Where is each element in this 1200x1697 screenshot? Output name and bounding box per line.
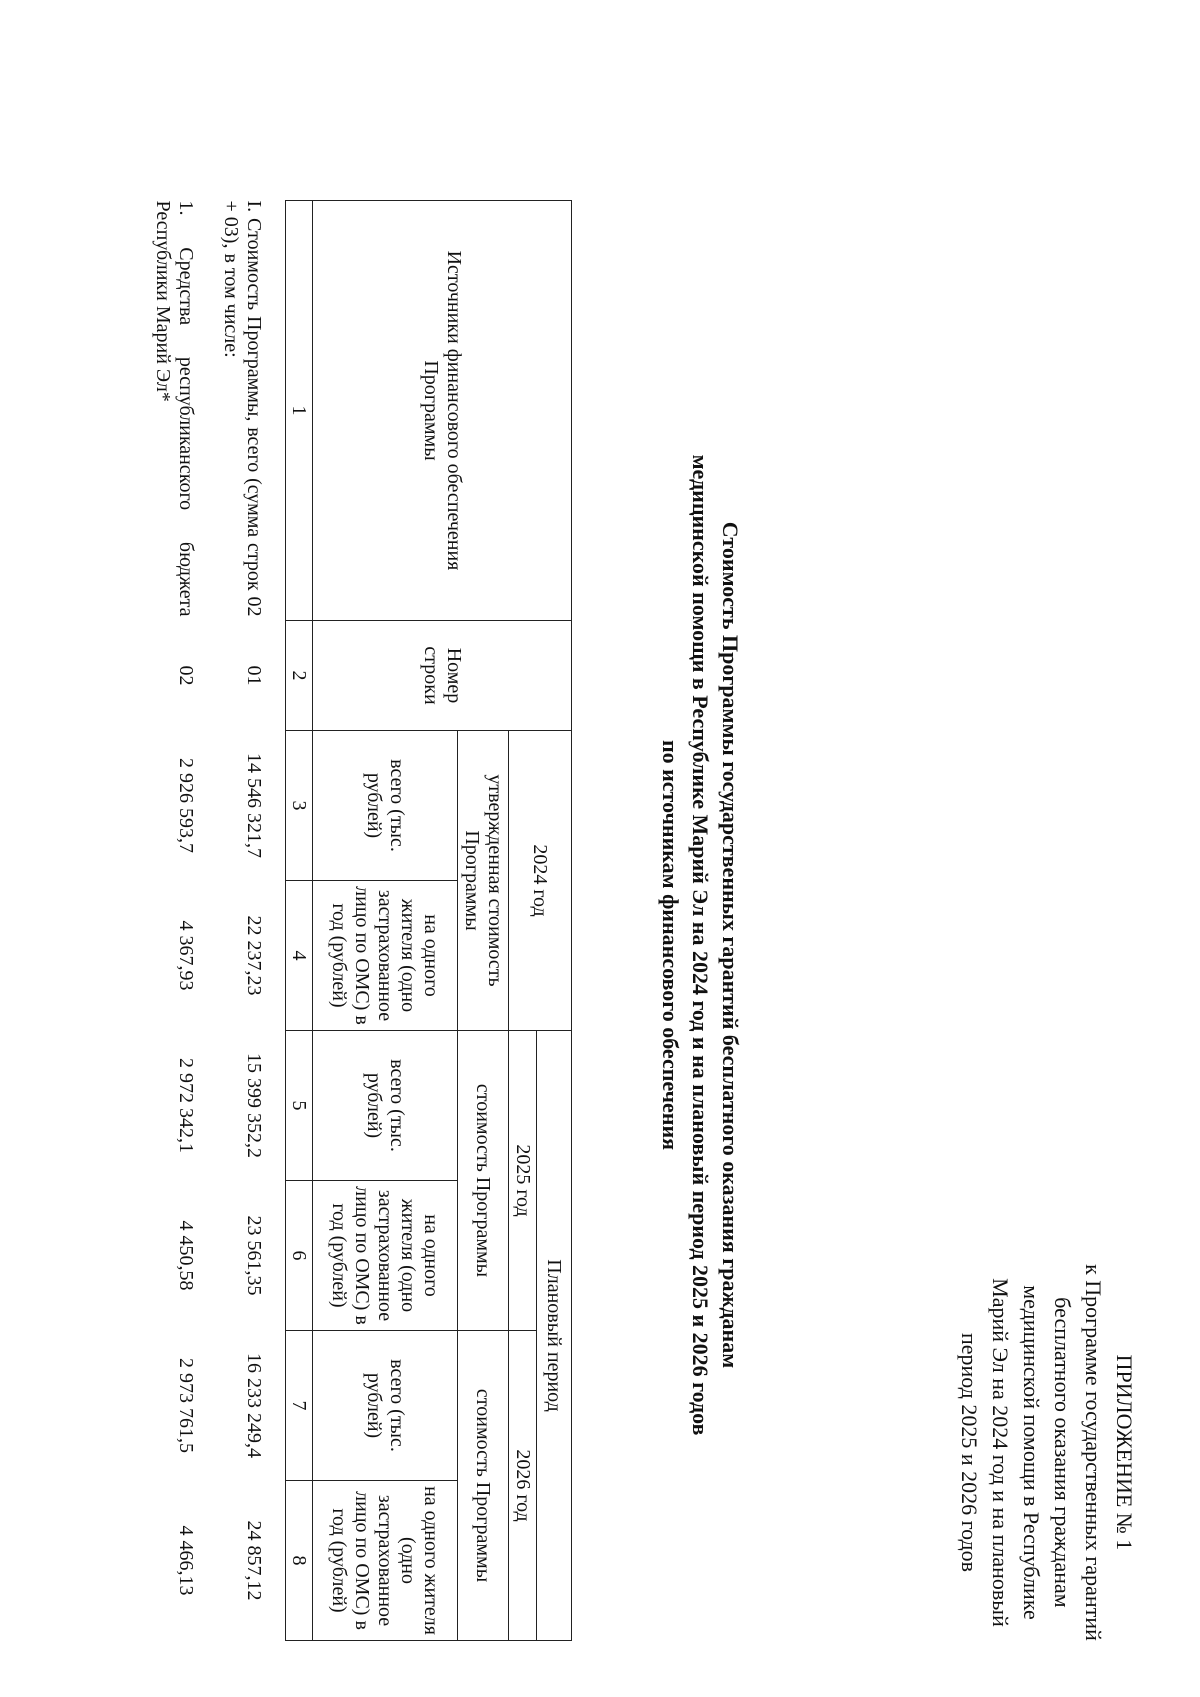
document-title: [655, 290, 745, 1600]
column-number: 2: [286, 621, 313, 731]
row-label: I. Стоимость Программы, всего (сумма строк 02 + 03), в том числе:: [220, 200, 265, 617]
row-label: 1. Средства республиканского бюджета Республики Марий Эл*: [152, 200, 197, 617]
title-line: по источникам финансового обеспечения: [658, 739, 683, 1151]
appendix-line: Марий Эл на 2024 год и на плановый: [988, 1278, 1013, 1627]
appendix-line: медицинской помощи в Республике: [1019, 1285, 1044, 1620]
cell-per-capita-2024: 22 237,23: [243, 915, 265, 996]
header-program-cost-2026: стоимость Программы: [458, 1331, 509, 1641]
appendix-line: период 2025 и 2026 годов: [957, 1332, 982, 1573]
cell-per-capita-2024: 4 367,93: [175, 920, 197, 991]
cell-total-2024: 2 926 593,7: [175, 758, 197, 853]
header-total-2024: всего (тыс. рублей): [313, 731, 458, 881]
header-per-capita-2025: на одного жителя (одно застрахованное лицо по ОМС) в год (рублей): [313, 1181, 458, 1331]
title-line: медицинской помощи в Республике Марий Эл на 2024 год и на плановый период 2025 и 2026 годов: [688, 454, 713, 1436]
table-row: [217, 201, 286, 1641]
header-per-capita-2024: на одного жителя (одно застрахованное лицо по ОМС) в год (рублей): [313, 881, 458, 1031]
column-number: 5: [286, 1031, 313, 1181]
row-code: 02: [175, 665, 197, 686]
header-total-2026: всего (тыс. рублей): [313, 1331, 458, 1481]
cell-per-capita-2026: 24 857,12: [243, 1520, 265, 1601]
table-row: [149, 201, 217, 1641]
title-line: Стоимость Программы государственных гарантий бесплатного оказания гражданам: [718, 521, 743, 1369]
column-number: 6: [286, 1181, 313, 1331]
header-per-capita-2026: на одного жителя (одно застрахованное лицо по ОМС) в год (рублей): [313, 1481, 458, 1641]
header-total-2025: всего (тыс. рублей): [313, 1031, 458, 1181]
column-number: 3: [286, 731, 313, 881]
header-planned-period: Плановый период: [537, 1031, 572, 1641]
column-number: 8: [286, 1481, 313, 1641]
header-source: Источники финансового обеспечения Программы: [313, 201, 572, 621]
appendix-line: бесплатного оказания гражданам: [1050, 1297, 1075, 1608]
column-number: 4: [286, 881, 313, 1031]
appendix-title: ПРИЛОЖЕНИЕ № 1: [1112, 1354, 1137, 1551]
header-program-cost-2025: стоимость Программы: [458, 1031, 509, 1331]
row-code: 01: [243, 665, 265, 686]
cell-total-2026: 16 233 249,4: [243, 1353, 265, 1458]
header-year-2024: 2024 год: [509, 731, 572, 1031]
header-approved-cost: утвержденная стоимость Программы: [458, 731, 509, 1031]
cell-total-2025: 2 972 342,1: [175, 1058, 197, 1153]
program-cost-table: [149, 200, 572, 1641]
header-year-2025: 2025 год: [509, 1031, 537, 1331]
header-row-number: Номер строки: [313, 621, 572, 731]
cell-per-capita-2025: 23 561,35: [243, 1215, 265, 1296]
cell-total-2026: 2 973 761,5: [175, 1358, 197, 1453]
cell-per-capita-2026: 4 466,13: [175, 1525, 197, 1596]
cell-per-capita-2025: 4 450,58: [175, 1220, 197, 1291]
cell-total-2024: 14 546 321,7: [243, 753, 265, 858]
header-year-2026: 2026 год: [509, 1331, 537, 1641]
cell-total-2025: 15 399 352,2: [243, 1053, 265, 1158]
appendix-header: [954, 1230, 1140, 1675]
column-number: 7: [286, 1331, 313, 1481]
appendix-line: к Программе государственных гарантий: [1081, 1264, 1106, 1641]
column-number: 1: [286, 201, 313, 621]
